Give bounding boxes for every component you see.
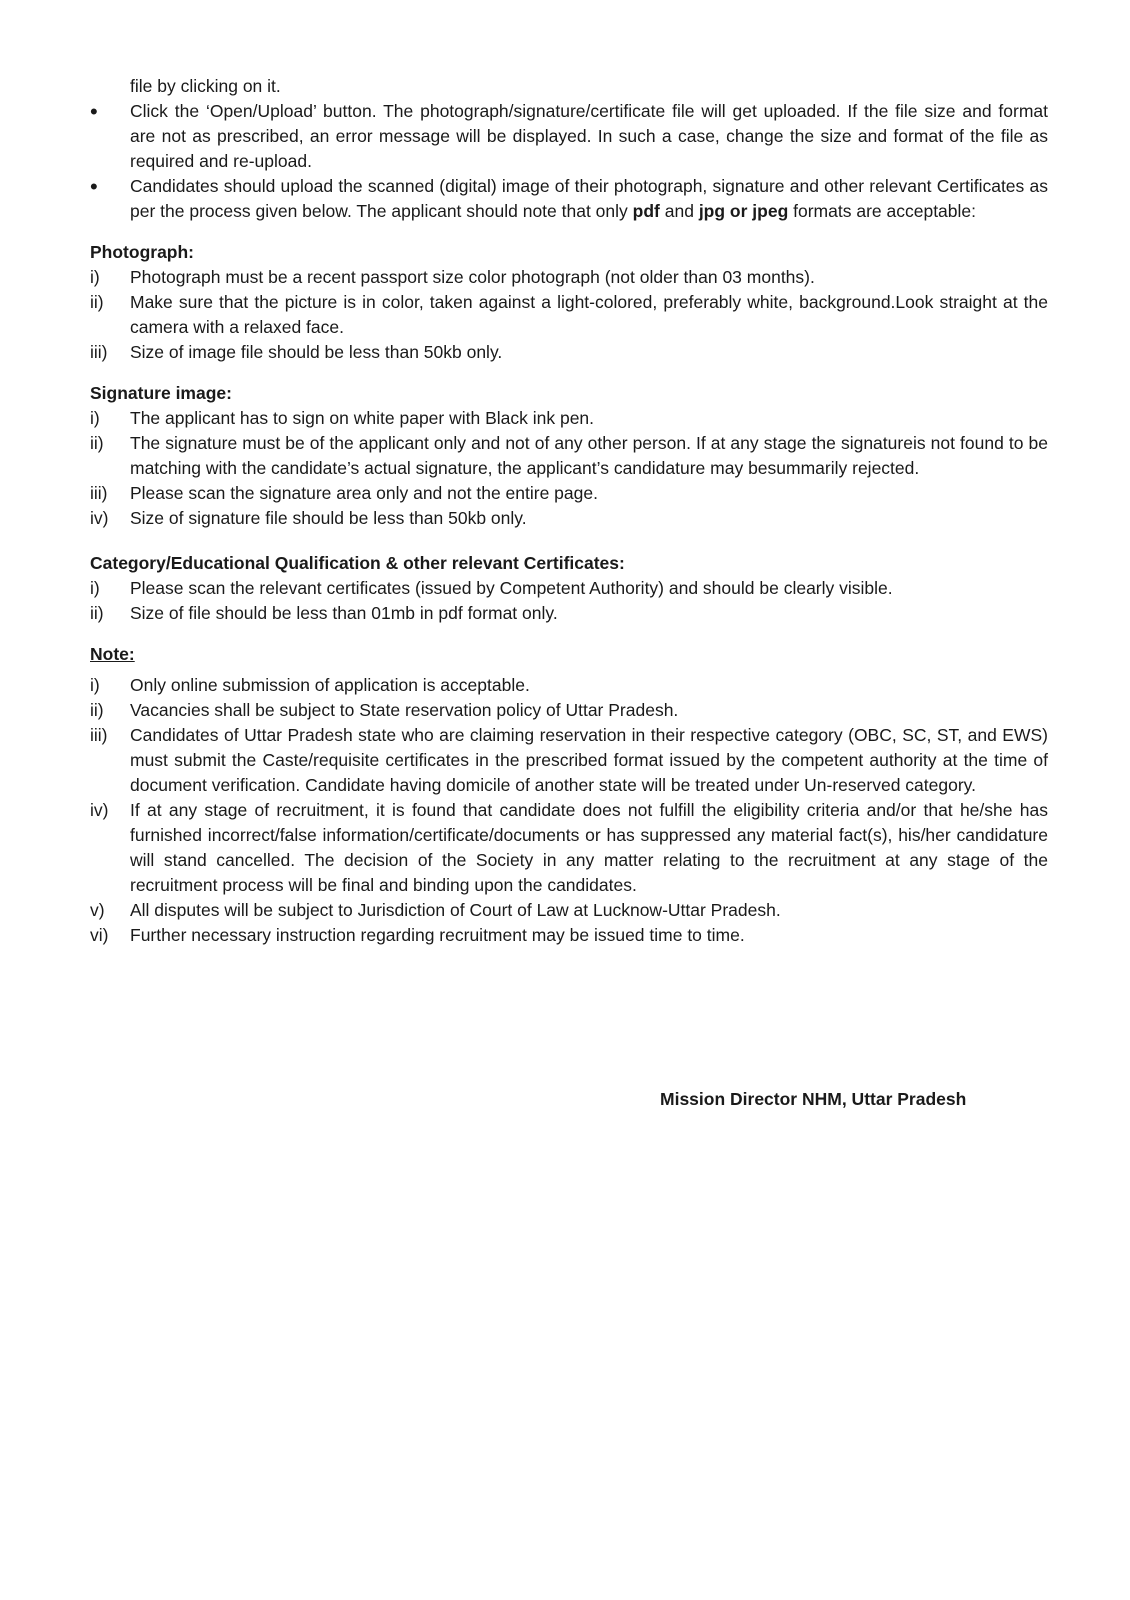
bullet-icon: • (90, 174, 98, 199)
list-item: v) All disputes will be subject to Jurisdiction of Court of Law at Lucknow-Uttar Pradesh. (90, 900, 781, 920)
list-item: ii) Size of file should be less than 01mb in pdf format only. (90, 603, 558, 623)
list-item: iii) Candidates of Uttar Pradesh state who are claiming reservation in their respective category (OBC, SC, ST, and EWS) must submit the Caste/requisite certificates in the prescribed format issued by the competent authority at the time of document verification. Candidate having domicile of another state will be treated under Un-reserved category. (90, 725, 1048, 795)
intro-bullet-text: Candidates should upload the scanned (digital) image of their photograph, signature and other relevant Certificates as per the process given below. The applicant should note that only pdf and jpg or jpeg formats are acceptable: (130, 176, 1048, 221)
list-item: i) Only online submission of application is acceptable. (90, 675, 530, 695)
intro-bullet-formats (90, 174, 1048, 224)
note-heading: Note: (90, 644, 135, 664)
list-item: i) The applicant has to sign on white paper with Black ink pen. (90, 408, 595, 428)
list-item: iv) If at any stage of recruitment, it is found that candidate does not fulfill the eligibility criteria and/or that he/she has furnished incorrect/false information/certificate/documents or has suppressed any material fact(s), his/her candidature will stand cancelled. The decision of the Society in any matter relating to the recruitment at any stage of the recruitment process will be final and binding upon the candidates. (90, 800, 1048, 895)
document-page (90, 74, 1048, 948)
signature-heading: Signature image: (90, 383, 232, 403)
list-item: ii) The signature must be of the applicant only and not of any other person. If at any stage the signatureis not found to be matching with the candidate’s actual signature, the applicant’s candidature may besummarily rejected. (90, 433, 1048, 478)
intro-continuation: file by clicking on it. (130, 76, 281, 96)
list-item: i) Photograph must be a recent passport size color photograph (not older than 03 months). (90, 267, 815, 287)
photograph-heading: Photograph: (90, 242, 195, 262)
certificates-heading: Category/Educational Qualification & other relevant Certificates: (90, 553, 625, 573)
intro-bullet-text: Click the ‘Open/Upload’ button. The photograph/signature/certificate file will get uploaded. If the file size and format are not as prescribed, an error message will be displayed. In such a case, change the size and format of the file as required and re-upload. (130, 101, 1048, 171)
bullet-icon: • (90, 99, 98, 124)
list-item: ii) Make sure that the picture is in color, taken against a light-colored, preferably white, background.Look straight at the camera with a relaxed face. (90, 292, 1048, 337)
list-item: iii) Please scan the signature area only and not the entire page. (90, 483, 598, 503)
list-item: ii) Vacancies shall be subject to State reservation policy of Uttar Pradesh. (90, 700, 679, 720)
list-item: i) Please scan the relevant certificates (issued by Competent Authority) and should be clearly visible. (90, 578, 893, 598)
signoff: Mission Director NHM, Uttar Pradesh (660, 1089, 967, 1109)
list-item: vi) Further necessary instruction regarding recruitment may be issued time to time. (90, 925, 745, 945)
list-item: iv) Size of signature file should be less than 50kb only. (90, 508, 527, 528)
intro-bullet-upload (90, 99, 1048, 174)
list-item: iii) Size of image file should be less than 50kb only. (90, 342, 503, 362)
